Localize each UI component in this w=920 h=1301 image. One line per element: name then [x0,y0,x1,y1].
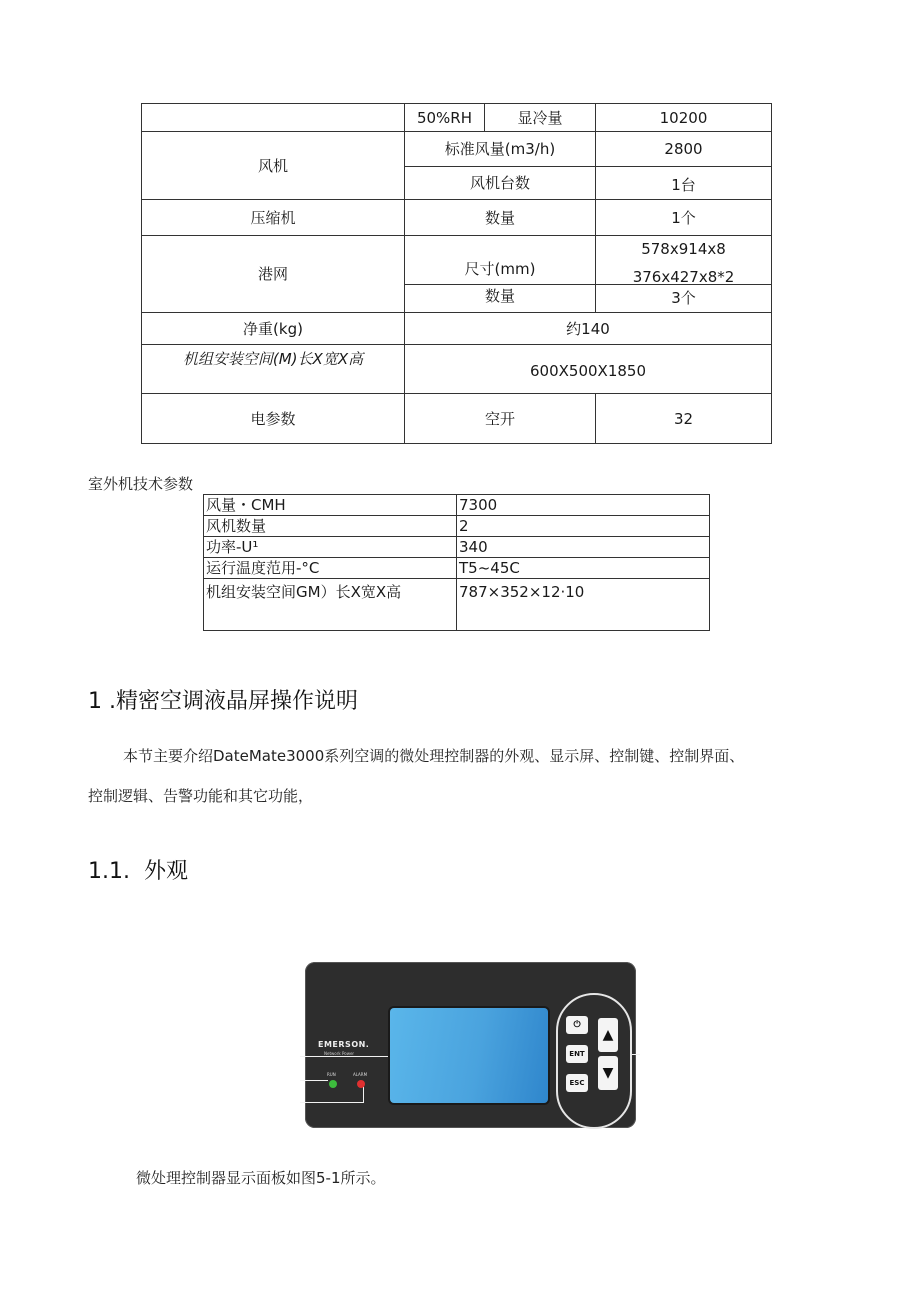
up-arrow-button[interactable]: ▲ [598,1018,618,1052]
table-cell: 机组安装空间(M)长X宽X高 [182,350,364,368]
table-cell: 600X500X1850 [530,362,646,380]
table-cell: 显冷量 [517,108,563,127]
figure-caption: 微处理控制器显示面板如图5-1所示。 [136,1169,386,1187]
table-cell: 功率-U¹ [204,537,457,558]
alarm-led [357,1080,365,1088]
table-cell: 10200 [659,108,708,127]
outdoor-table [203,494,710,631]
table-row [204,558,710,579]
down-arrow-button[interactable]: ▼ [598,1056,618,1090]
table-row [204,495,710,516]
alarm-label: ALARM [353,1072,368,1077]
table-cell: 340 [457,537,710,558]
brand-logo: EMERSON. [318,1040,370,1049]
table-cell: 风量・CMH [204,495,457,516]
table-cell: 2 [457,516,710,537]
table-cell: 港网 [257,265,288,283]
table-cell: 50%RH [416,108,473,127]
table-cell: 7300 [457,495,710,516]
brand-subtitle: Network Power [324,1051,355,1056]
table-cell: 1台 [671,176,696,194]
table-cell: 风机 [257,156,288,175]
table-cell: 标准风量(m3/h) [444,140,556,158]
table-cell: 风机数量 [204,516,457,537]
callout-line [300,1080,328,1081]
table-cell: 风机台数 [469,174,530,192]
section-heading: 1.1. 外观 [88,859,188,884]
power-button[interactable]: ⏻ [566,1016,588,1034]
table-line [771,103,772,444]
table-line [141,443,772,444]
section-heading: 1 .精密空调液晶屏操作说明 [88,689,358,714]
table-cell: 机组安装空间GM）长X宽X高 [204,579,457,631]
callout-line [300,1102,363,1103]
table-cell: 净重(kg) [243,319,303,338]
table-cell: T5~45C [457,558,710,579]
run-label: RUN [327,1072,336,1077]
controller-panel-image [305,962,636,1128]
table-cell: 约140 [566,319,610,338]
table-cell: 数量 [484,208,515,227]
run-led [329,1080,337,1088]
table-cell: 数量 [484,287,515,305]
body-paragraph-line: 本节主要介绍DateMate3000系列空调的微处理控制器的外观、显示屏、控制键、控制界面、 [123,747,745,765]
table-row [204,516,710,537]
table-row [204,537,710,558]
table-cell: 32 [673,409,694,428]
table-row [204,579,710,631]
table-cell: 电参数 [250,409,296,428]
ent-button[interactable]: ENT [566,1045,588,1063]
table-cell: 376x427x8*2 [632,268,735,284]
outdoor-caption: 室外机技术参数 [88,475,194,493]
table-cell: 空开 [484,409,515,428]
callout-line [363,1086,364,1103]
esc-button[interactable]: ESC [566,1074,588,1092]
table-cell: 578x914x8 [641,240,726,258]
table-cell: 2800 [664,140,703,158]
table-cell: 压缩机 [250,208,296,227]
table-cell: 尺寸(mm) [464,260,536,278]
callout-line [632,1054,640,1055]
table-cell: 3个 [671,289,696,307]
table-cell: 787×352×12·10 [457,579,710,631]
table-cell: 运行温度范用-°C [204,558,457,579]
body-paragraph-line: 控制逻辑、告警功能和其它功能， [88,787,314,805]
lcd-screen [390,1008,548,1103]
table-cell: 1个 [671,208,696,227]
